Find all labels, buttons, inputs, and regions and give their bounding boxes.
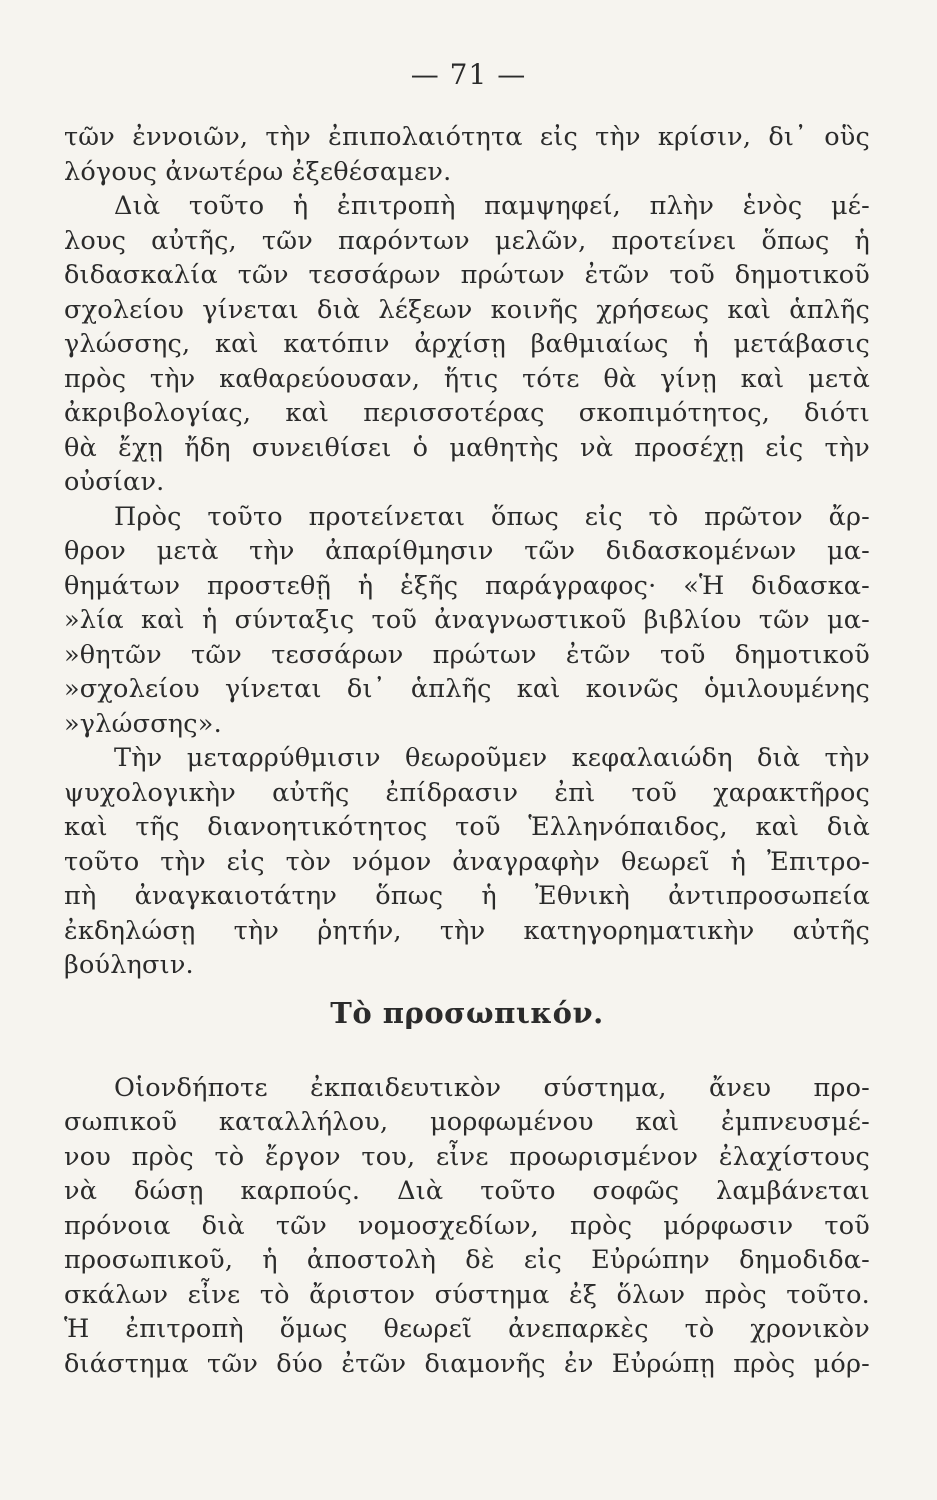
text-line: Τὴν μεταρρύθμισιν θεωροῦμεν κεφαλαιώδη διὰ τὴν	[114, 743, 870, 773]
text-line: οὐσίαν.	[64, 467, 165, 497]
text-line: βούλησιν.	[64, 950, 194, 980]
text-line: Διὰ τοῦτο ἡ ἐπιτροπὴ παμψηφεί, πλὴν ἑνὸς μέ-	[114, 191, 870, 221]
text-line: ἀκριβολογίας, καὶ περισσοτέρας σκοπιμότητος, διότι	[64, 398, 870, 428]
text-line: Οἱονδήποτε ἐκπαιδευτικὸν σύστημα, ἄνευ προ-	[114, 1072, 870, 1103]
text-line: ἐκδηλώσῃ τὴν ῥητήν, τὴν κατηγορηματικὴν αὐτῆς	[64, 915, 870, 946]
text-line: σκάλων εἶνε τὸ ἄριστον σύστημα ἐξ ὅλων πρὸς τοῦτο.	[64, 1279, 870, 1310]
text-line: τοῦτο τὴν εἰς τὸν νόμον ἀναγραφὴν θεωρεῖ ἡ Ἐπιτρο-	[64, 846, 870, 877]
text-line: τῶν ἐννοιῶν, τὴν ἐπιπολαιότητα εἰς τὴν κρίσιν, δι᾿ οὓς	[64, 122, 870, 152]
text-line: ψυχολογικὴν αὐτῆς ἐπίδρασιν ἐπὶ τοῦ χαρακτῆρος	[64, 777, 870, 808]
body-text	[64, 120, 870, 1381]
text-line: γλώσσης, καὶ κατόπιν ἀρχίσῃ βαθμιαίως ἡ μετάβασις	[64, 329, 870, 359]
text-line: πὴ ἀναγκαιοτάτην ὅπως ἡ Ἐθνικὴ ἀντιπροσωπεία	[64, 881, 870, 911]
text-line: »θητῶν τῶν τεσσάρων πρώτων ἐτῶν τοῦ δημοτικοῦ	[64, 639, 870, 670]
text-line: »γλώσσης».	[64, 708, 222, 739]
text-line: πρὸς τὴν καθαρεύουσαν, ἥτις τότε θὰ γίνῃ καὶ μετὰ	[64, 363, 870, 394]
text-line: νου πρὸς τὸ ἔργον του, εἶνε προωρισμένον ἐλαχίστους	[64, 1141, 870, 1172]
text-line: »σχολείου γίνεται δι᾿ ἁπλῆς καὶ κοινῶς ὁμιλουμένης	[64, 674, 870, 704]
text-line: θρον μετὰ τὴν ἀπαρίθμησιν τῶν διδασκομένων μα-	[64, 536, 870, 566]
text-line: σωπικοῦ καταλλήλου, μορφωμένου καὶ ἐμπνευσμέ-	[64, 1107, 870, 1137]
section-heading: Τὸ προσωπικόν.	[330, 995, 604, 1030]
text-line: λόγους ἀνωτέρω ἐξεθέσαμεν.	[64, 156, 452, 187]
text-line: διδασκαλία τῶν τεσσάρων πρώτων ἐτῶν τοῦ δημοτικοῦ	[64, 260, 870, 290]
text-line: θὰ ἔχῃ ἤδη συνειθίσει ὁ μαθητὴς νὰ προσέχῃ εἰς τὴν	[64, 432, 870, 463]
text-line: »λία καὶ ἡ σύνταξις τοῦ ἀναγνωστικοῦ βιβλίου τῶν μα-	[64, 605, 870, 635]
text-line: καὶ τῆς διανοητικότητος τοῦ Ἑλληνόπαιδος, καὶ διὰ	[64, 812, 870, 842]
text-line: πρόνοια διὰ τῶν νομοσχεδίων, πρὸς μόρφωσιν τοῦ	[64, 1210, 870, 1241]
text-line: Ἡ ἐπιτροπὴ ὅμως θεωρεῖ ἀνεπαρκὲς τὸ χρονικὸν	[64, 1314, 870, 1344]
text-line: νὰ δώσῃ καρπούς. Διὰ τοῦτο σοφῶς λαμβάνεται	[64, 1176, 870, 1206]
text-line: σχολείου γίνεται διὰ λέξεων κοινῆς χρήσεως καὶ ἁπλῆς	[64, 294, 870, 325]
text-line: διάστημα τῶν δύο ἐτῶν διαμονῆς ἐν Εὐρώπῃ πρὸς μόρ-	[64, 1348, 870, 1379]
text-line: προσωπικοῦ, ἡ ἀποστολὴ δὲ εἰς Εὐρώπην δημοδιδα-	[64, 1245, 870, 1275]
page-number: — 71 —	[410, 58, 527, 91]
text-line: θημάτων προστεθῇ ἡ ἑξῆς παράγραφος· «Ἡ διδασκα-	[64, 570, 870, 601]
text-line: λους αὐτῆς, τῶν παρόντων μελῶν, προτείνει ὅπως ἡ	[64, 225, 870, 256]
text-line: Πρὸς τοῦτο προτείνεται ὅπως εἰς τὸ πρῶτον ἄρ-	[114, 501, 870, 532]
